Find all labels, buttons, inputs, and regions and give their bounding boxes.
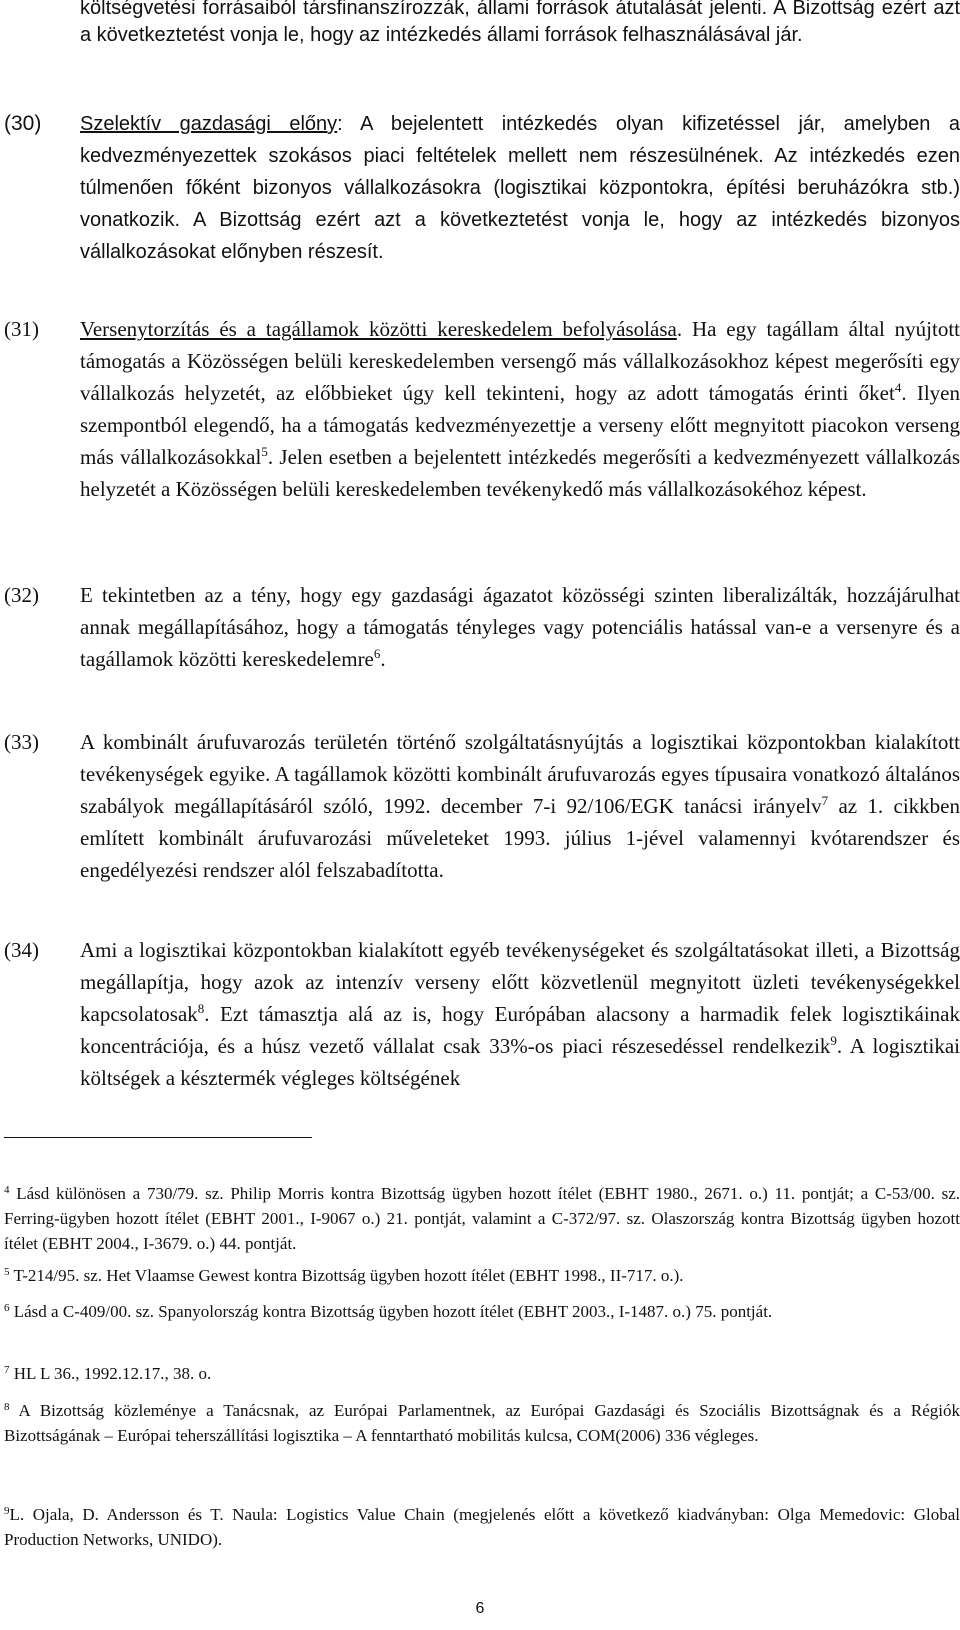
paragraph-body xyxy=(80,313,960,505)
footnote-number: 9 xyxy=(4,1505,10,1517)
footnote-text: Lásd különösen a 730/79. sz. Philip Morris kontra Bizottság ügyben hozott ítélet (EBHT 1980., 2671. o.) 11. pontját; a C-53/00. sz. Ferring-ügyben hozott ítélet (EBHT 2001., I-9067 o.) 21. pontját, valamint a C-372/97. sz. Olaszország kontra Bizottság ügyben hozott ítélet (EBHT 2004., I-3679. o.) 44. pontját. xyxy=(4,1184,960,1253)
footnote-ref-8[interactable]: 8 xyxy=(197,1001,205,1016)
paragraph-heading: Szelektív gazdasági előny xyxy=(80,113,338,135)
paragraph-text: az 1. cikkben említett kombinált árufuvarozási műveleteket 1993. július 1-jével valamennyi kvótarendszer és engedélyezési rendszer alól felszabadította. xyxy=(80,794,960,882)
page-number: 6 xyxy=(475,1600,485,1617)
paragraph-text: . xyxy=(380,647,386,671)
footnote-ref-7[interactable]: 7 xyxy=(821,793,829,808)
paragraph-number: (33) xyxy=(4,730,39,754)
footnote-ref-4[interactable]: 4 xyxy=(894,380,902,395)
footnote-text: HL L 36., 1992.12.17., 38. o. xyxy=(9,1364,212,1383)
paragraph-number: (34) xyxy=(4,938,39,962)
footnote-number: 5 xyxy=(4,1266,10,1278)
paragraph-text: . Jelen esetben a bejelentett intézkedés megerősíti a kedvezményezett vállalkozás helyzetét a Közösségen belüli kereskedelemben tevékenykedő más vállalkozásokéhoz képest. xyxy=(80,445,960,501)
paragraph-body xyxy=(80,108,960,268)
paragraph-body xyxy=(80,579,960,675)
paragraph-text: . A logisztikai költségek a késztermék végleges költségének xyxy=(80,1034,960,1090)
paragraph-number: (32) xyxy=(4,583,39,607)
continuation-text: költségvetési forrásaiból társfinanszírozzák, állami források átutalását jelenti. A Bizottság ezért azt a következtetést vonja le, hogy az intézkedés állami források felhasználásával jár. xyxy=(80,0,960,46)
paragraph-text: . Ilyen szempontból elegendő, ha a támogatás kedvezményezettje a verseny előtt megnyitott piacokon verseng más vállalkozásokkal xyxy=(80,381,960,469)
footnote-text: A Bizottság közleménye a Tanácsnak, az Európai Parlamentnek, az Európai Gazdasági és Szociális Bizottságnak és a Régiók Bizottságának – Európai teherszállítási logisztika – A fenntartható mobilitás kulcsa, COM(2006) 336 végleges. xyxy=(4,1401,960,1445)
paragraph-text: E tekintetben az a tény, hogy egy gazdasági ágazatot közösségi szinten liberalizálták, hozzájárulhat annak megállapításához, hogy a támogatás tényleges vagy potenciális hatással van-e a versenyre és a tagállamok közötti kereskedelemre xyxy=(80,583,960,671)
paragraph-number: (31) xyxy=(4,317,39,341)
footnote-number: 7 xyxy=(4,1364,10,1376)
footnote-number: 4 xyxy=(4,1184,10,1196)
paragraph-body xyxy=(80,726,960,886)
footnote-text: T-214/95. sz. Het Vlaamse Gewest kontra Bizottság ügyben hozott ítélet (EBHT 1998., II-717. o.). xyxy=(9,1266,684,1285)
paragraph-body xyxy=(80,934,960,1094)
paragraph-text: . Ha egy tagállam által nyújtott támogatás a Közösségen belüli kereskedelemben versengő más vállalkozásokhoz képest megerősíti egy vállalkozás helyzetét, az előbbieket úgy kell tekinteni, hogy az adott támogatás érinti őket xyxy=(80,317,960,405)
footnote-8 xyxy=(4,1398,960,1448)
paragraph-text: . Ezt támasztja alá az is, hogy Európában alacsony a harmadik felek logisztikáinak koncentrációja, és a húsz vezető vállalat csak 33%-os piaci részesedéssel rendelkezik xyxy=(80,1002,960,1058)
paragraph-heading: Versenytorzítás és a tagállamok közötti kereskedelem befolyásolása xyxy=(80,317,677,341)
paragraph-text: : A bejelentett intézkedés olyan kifizetéssel jár, amelyben a kedvezményezettek szokásos piaci feltételek mellett nem részesülnének. Az intézkedés ezen túlmenően főként bizonyos vállalkozásokra (logisztikai központokra, építési beruházókra stb.) vonatkozik. A Bizottság ezért azt a következtetést vonja le, hogy az intézkedés bizonyos vállalkozásokat előnyben részesít. xyxy=(80,113,960,263)
footnote-4 xyxy=(4,1181,960,1256)
footnote-5 xyxy=(4,1263,960,1288)
paragraph-text: Ami a logisztikai központokban kialakított egyéb tevékenységeket és szolgáltatásokat illeti, a Bizottság megállapítja, hogy azok az intenzív verseny előtt közvetlenül megnyitott üzleti tevékenységekkel kapcsolatosak xyxy=(80,938,960,1026)
footnote-ref-9[interactable]: 9 xyxy=(830,1033,837,1048)
footnote-separator xyxy=(4,1137,312,1138)
footnote-9 xyxy=(4,1502,960,1552)
footnote-number: 8 xyxy=(4,1401,10,1413)
paragraph-text: A kombinált árufuvarozás területén történő szolgáltatásnyújtás a logisztikai központokban kialakított tevékenységek egyike. A tagállamok közötti kombinált árufuvarozás egyes típusaira vonatkozó általános szabályok megállapításáról szóló, 1992. december 7-i 92/106/EGK tanácsi irányelv xyxy=(80,730,960,818)
paragraph-number: (30) xyxy=(4,112,42,135)
footnote-number: 6 xyxy=(4,1302,10,1314)
footnote-7 xyxy=(4,1361,960,1386)
footnote-ref-6[interactable]: 6 xyxy=(373,646,381,661)
footnote-text: L. Ojala, D. Andersson és T. Naula: Logistics Value Chain (megjelenés előtt a következő kiadványban: Olga Memedovic: Global Production Networks, UNIDO). xyxy=(4,1505,960,1549)
footnote-6 xyxy=(4,1299,960,1324)
paragraph-continuation xyxy=(80,0,960,49)
footnote-text: Lásd a C-409/00. sz. Spanyolország kontra Bizottság ügyben hozott ítélet (EBHT 2003., I-1487. o.) 75. pontját. xyxy=(9,1302,773,1321)
footnote-ref-5[interactable]: 5 xyxy=(261,444,268,459)
